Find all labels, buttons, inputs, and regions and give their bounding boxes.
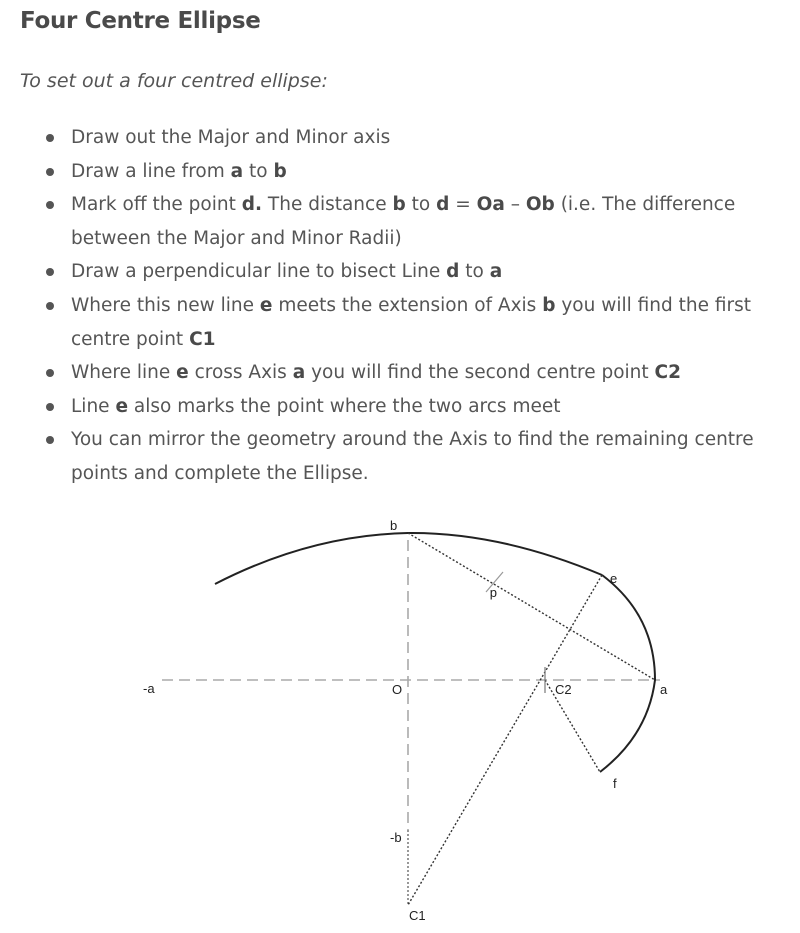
label-neg-b: -b <box>390 830 402 845</box>
step-item <box>0 390 800 424</box>
step-text: The distance <box>262 194 393 216</box>
step-text: Mark off the point <box>71 194 242 216</box>
step-bold-term: b <box>273 160 287 182</box>
step-bold-term: Ob <box>525 194 555 216</box>
label-c1: C1 <box>409 908 426 923</box>
step-bold-term: C1 <box>189 328 216 350</box>
step-bold-term: a <box>489 261 503 283</box>
step-text: You can mirror the geometry around the Axis to find the remaining centre points and complete the Ellipse. <box>71 429 754 484</box>
step-bold-term: e <box>176 362 189 384</box>
step-item <box>0 188 800 255</box>
step-text: also marks the point where the two arcs meet <box>128 395 561 417</box>
step-bold-term: d <box>446 261 460 283</box>
label-neg-a: -a <box>143 681 155 696</box>
step-text: meets the extension of Axis <box>272 294 543 316</box>
step-text: Where line <box>71 362 177 384</box>
label-f: f <box>613 776 617 791</box>
step-bold-term: b <box>392 194 406 216</box>
step-bold-term: e <box>259 294 273 316</box>
step-bold-term: d. <box>241 194 263 216</box>
step-item <box>0 423 800 490</box>
step-text: to <box>405 194 437 216</box>
step-bold-term: b <box>542 294 556 316</box>
step-text: Line <box>71 395 116 417</box>
step-item <box>0 289 800 356</box>
label-c2: C2 <box>555 682 572 697</box>
step-bold-term: a <box>230 160 244 182</box>
step-text: Draw out the Major and Minor axis <box>71 127 391 148</box>
step-text: Draw a perpendicular line to bisect Line <box>71 261 447 283</box>
step-bold-term: C2 <box>654 362 681 384</box>
label-o: O <box>392 682 403 697</box>
step-text: you will find the first centre point <box>71 294 752 350</box>
line-c2-to-f <box>545 680 600 772</box>
step-text: you will find the second centre point <box>305 362 655 384</box>
step-bold-term: d <box>436 194 450 216</box>
steps-list <box>0 121 800 491</box>
step-item <box>0 121 800 155</box>
step-bold-term: a <box>292 362 306 384</box>
step-text: Draw a line from <box>71 160 231 182</box>
step-text: (i.e. The difference between the Major and Minor Radii) <box>71 194 736 249</box>
step-item <box>0 255 800 289</box>
step-item <box>0 155 800 189</box>
label-d: d <box>489 587 497 602</box>
step-text: cross Axis <box>188 362 293 384</box>
line-e <box>408 575 602 905</box>
ellipse-diagram <box>0 500 800 930</box>
label-e: e <box>610 571 618 586</box>
label-a: a <box>660 682 668 697</box>
step-bold-term: e <box>115 395 128 417</box>
step-bold-term: Oa <box>476 194 505 216</box>
line-b-to-a <box>408 533 655 680</box>
ellipse-arc-right <box>600 575 655 772</box>
step-text: to <box>243 160 274 182</box>
intro-text: To set out a four centred ellipse: <box>20 70 328 92</box>
step-item <box>0 356 800 390</box>
step-text: Where this new line <box>71 294 260 316</box>
step-text: to <box>459 261 490 283</box>
step-text: = <box>449 194 477 216</box>
page-title: Four Centre Ellipse <box>20 8 261 34</box>
label-b: b <box>390 518 398 533</box>
step-text: – <box>504 194 526 216</box>
